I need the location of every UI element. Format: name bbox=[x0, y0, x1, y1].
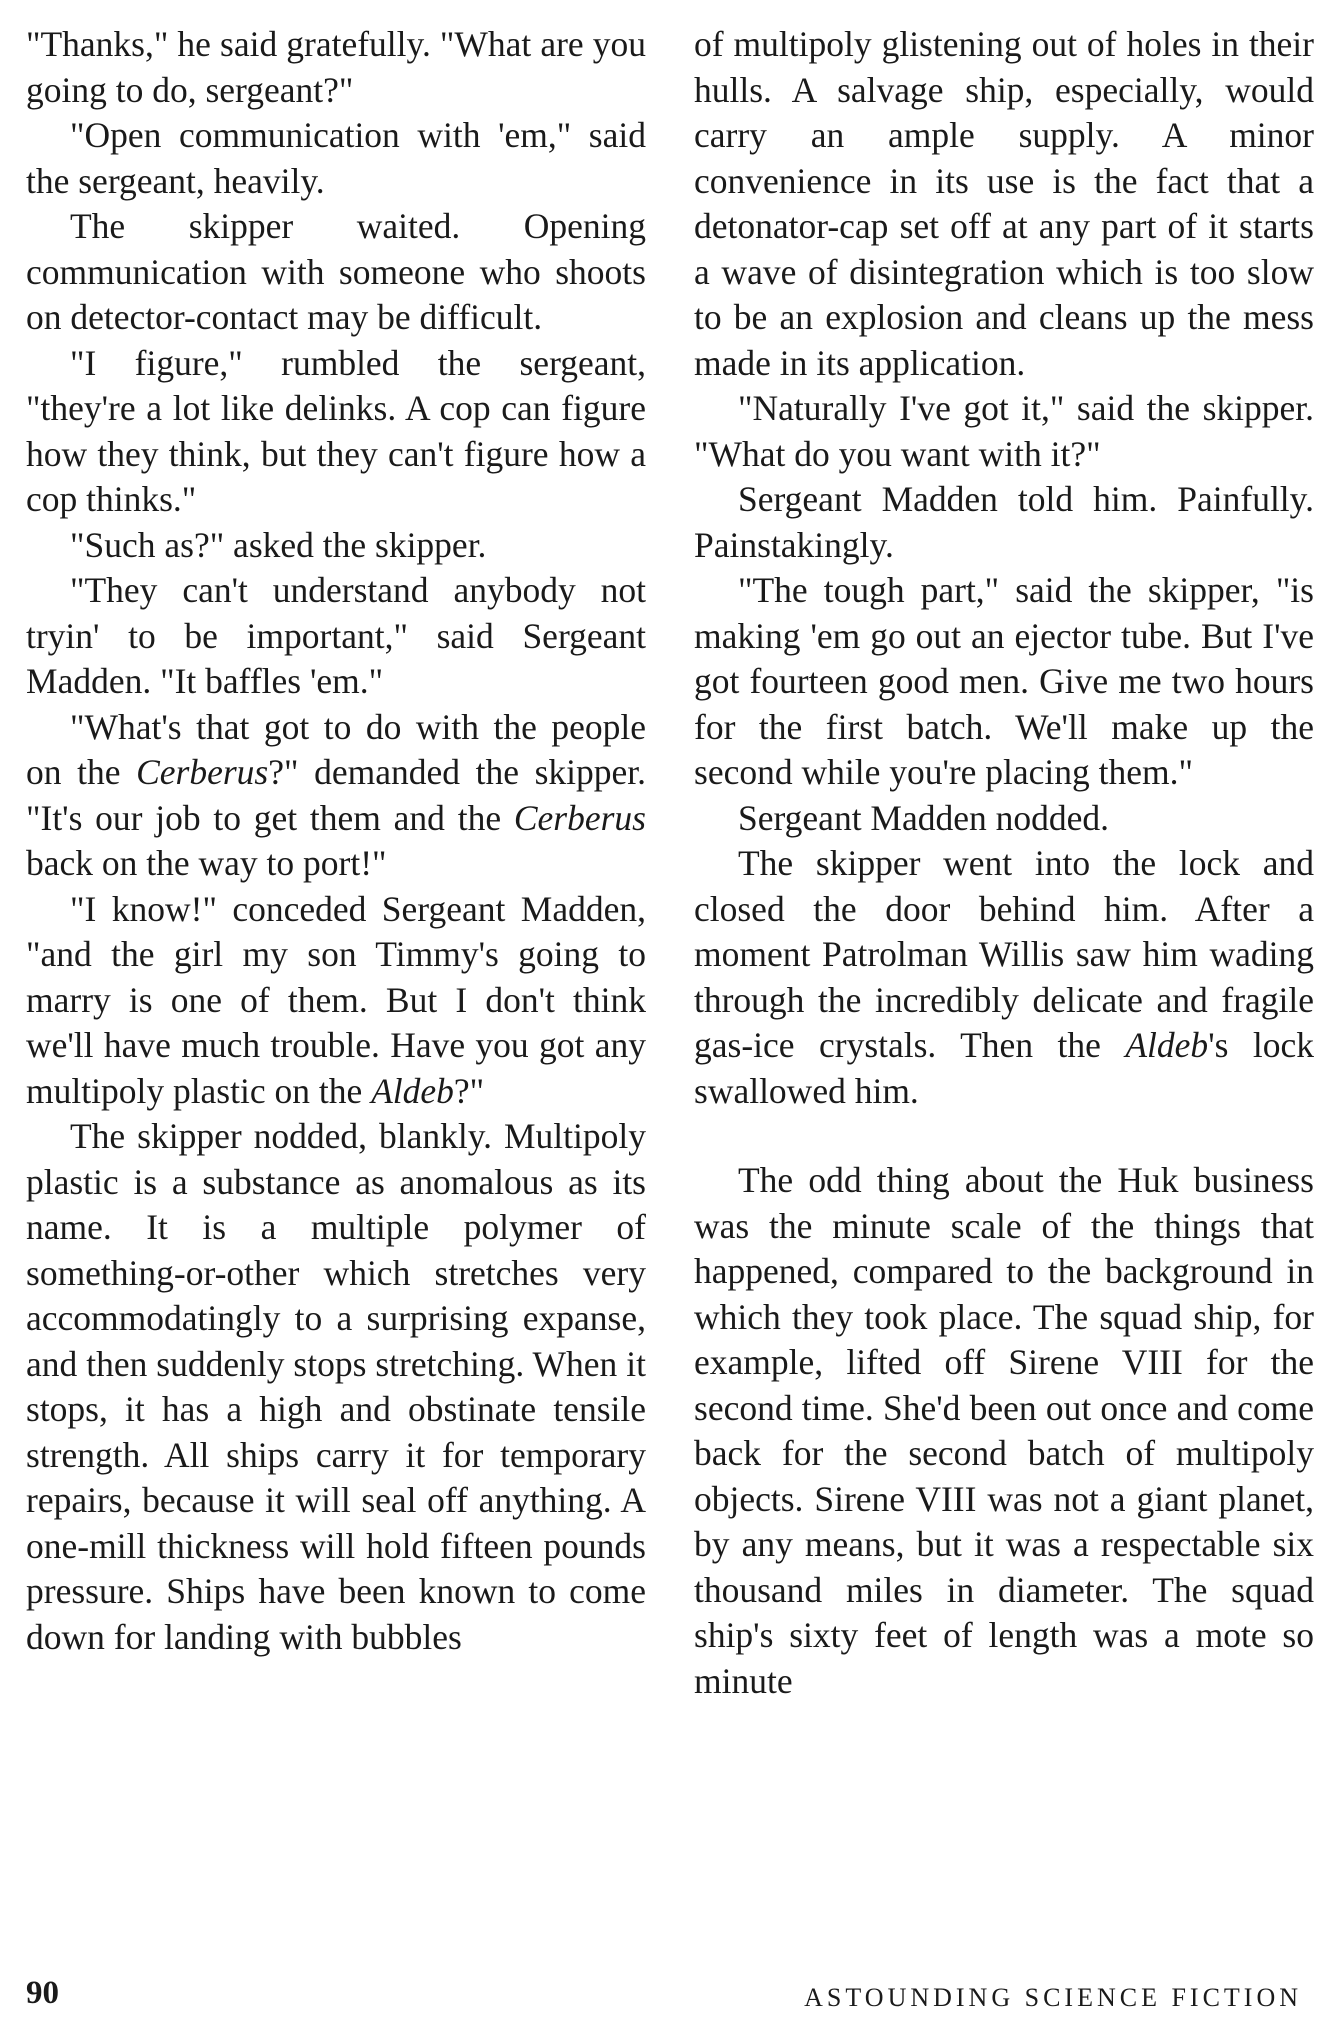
paragraph: Sergeant Madden nodded. bbox=[738, 797, 1110, 838]
paragraph: "They can't understand anybody not tryin' to be important," said Sergeant Madden. "It baffles 'em." bbox=[26, 570, 646, 701]
paragraph: Sergeant Madden told him. Painfully. Painstakingly. bbox=[694, 479, 1314, 565]
paragraph: The skipper went into the lock and closed the door behind him. After a moment Patrolman Willis saw him wading through the incredibly delicate and fragile gas-ice crystals. Then the Aldeb's lock swallowed him. bbox=[694, 843, 1314, 1111]
paragraph: "Naturally I've got it," said the skipper. "What do you want with it?" bbox=[694, 388, 1314, 474]
paragraph: The skipper waited. Opening communication with someone who shoots on detector-contact may be difficult. bbox=[26, 206, 646, 337]
right-column bbox=[694, 22, 1314, 1704]
paragraph: "Thanks," he said gratefully. "What are you going to do, sergeant?" bbox=[26, 24, 646, 110]
paragraph: "Such as?" asked the skipper. bbox=[70, 524, 487, 565]
paragraph: The odd thing about the Huk business was the minute scale of the things that happened, compared to the background in which they took place. The squad ship, for example, lifted off Sirene VIII for the second time. She'd been out once and come back for the second batch of multipoly objects. Sirene VIII was not a giant planet, by any means, but it was a respectable six thousand miles in diameter. The squad ship's sixty feet of length was a mote so minute bbox=[694, 1160, 1314, 1701]
running-footer-magazine-title: ASTOUNDING SCIENCE FICTION bbox=[804, 1983, 1302, 2012]
paragraph: The skipper nodded, blankly. Multipoly plastic is a substance as anomalous as its name. It is a multiple polymer of something-or-other which stretches very accommodatingly to a surprising expanse, and then suddenly stops stretching. When it stops, it has a high and obstinate tensile strength. All ships carry it for temporary repairs, because it will seal off anything. A one-mill thickness will hold fifteen pounds pressure. Ships have been known to come down for landing with bubbles bbox=[26, 1116, 646, 1657]
paragraph: "I figure," rumbled the sergeant, "they're a lot like delinks. A cop can figure how they think, but they can't figure how a cop thinks." bbox=[26, 342, 646, 519]
ship-name: Aldeb bbox=[1125, 1025, 1209, 1065]
ship-name: Aldeb bbox=[371, 1070, 454, 1111]
paragraph: "Open communication with 'em," said the sergeant, heavily. bbox=[26, 115, 646, 201]
ship-name: Cerberus bbox=[513, 797, 646, 838]
paragraph: of multipoly glistening out of holes in their hulls. A salvage ship, especially, would carry an ample supply. A minor convenience in its use is the fact that a detonator-cap set off at any part of it starts a wave of disintegration which is too slow to be an explosion and cleans up the mess made in its application. bbox=[694, 24, 1314, 383]
paragraph: "What's that got to do with the people on the Cerberus?" demanded the skipper. "It's our job to get them and the Cerberus back on the way to port!" bbox=[26, 706, 646, 883]
paragraph: "The tough part," said the skipper, "is making 'em go out an ejector tube. But I've got fourteen good men. Give me two hours for the first batch. We'll make up the second while you're placing them." bbox=[694, 570, 1314, 792]
section-break bbox=[694, 1114, 1314, 1158]
paragraph: "I know!" conceded Sergeant Madden, "and the girl my son Timmy's going to marry is one of them. But I don't think we'll have much trouble. Have you got any multipoly plastic on the Aldeb?" bbox=[26, 888, 646, 1111]
page-number: 90 bbox=[26, 1975, 59, 2011]
ship-name: Cerberus bbox=[136, 752, 269, 792]
left-column bbox=[26, 22, 646, 1660]
